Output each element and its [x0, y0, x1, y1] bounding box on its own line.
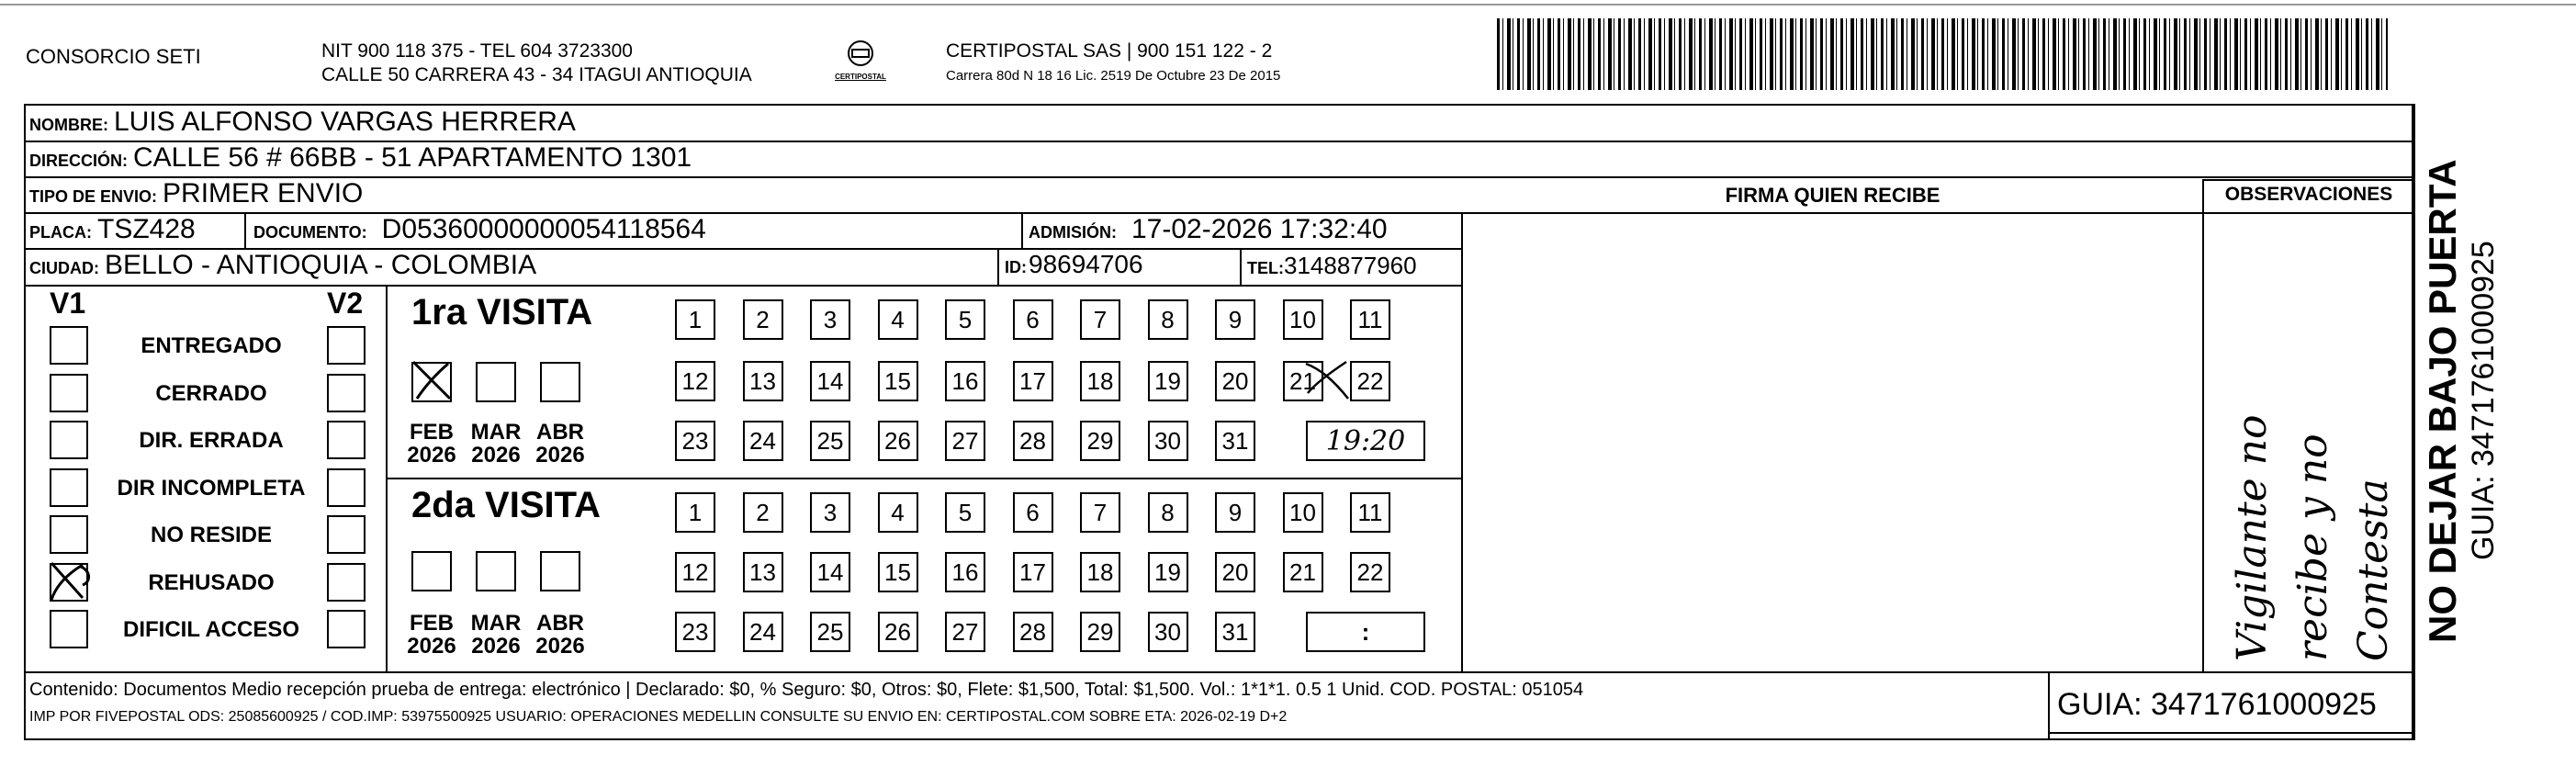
month-name: ABR: [536, 611, 584, 636]
rule: [2048, 732, 2413, 734]
id-cell: [1005, 250, 1143, 279]
visit2-day-box[interactable]: 10: [1283, 492, 1323, 533]
visit2-day-box[interactable]: 15: [878, 552, 918, 592]
v1-checkbox[interactable]: [50, 374, 88, 412]
tel-value: 3148877960: [1284, 252, 1417, 279]
v1-label: V1: [50, 287, 86, 320]
admision-cell: [1029, 214, 1388, 245]
footer-line1: Contenido: Documentos Medio recepción prueba de entrega: electrónico | Declarado: $0, % Seguro: $0, Otros: $0, Flete: $1,500, Total: $1,500. Vol.: 1*1*1. 0.5 1 Unid. COD. POSTAL: 051054: [29, 680, 1584, 700]
status-label: NO RESIDE: [150, 523, 273, 547]
status-label: ENTREGADO: [141, 333, 282, 358]
month-year: 2026: [471, 443, 521, 468]
v2-label: V2: [327, 287, 364, 320]
side-rotated: [2421, 129, 2502, 643]
visit1-month-checkbox[interactable]: [476, 362, 516, 402]
v2-checkbox[interactable]: [327, 563, 366, 602]
visit2-day-box[interactable]: 19: [1148, 552, 1188, 592]
visit2-day-box[interactable]: 31: [1215, 612, 1255, 652]
visit2-day-box[interactable]: 2: [743, 492, 783, 533]
rule: [24, 176, 2413, 178]
ciudad-cell: [29, 250, 536, 281]
visit2-month-checkbox[interactable]: [540, 551, 580, 591]
visit2-title: 2da VISITA: [411, 485, 601, 525]
visit1-day-box[interactable]: 31: [1215, 421, 1255, 461]
status-label: DIFICIL ACCESO: [122, 617, 299, 642]
month-name: FEB: [410, 611, 454, 636]
obs-line: Vigilante no: [2229, 414, 2276, 661]
check-mark-icon: [408, 356, 459, 409]
visit2-time-box[interactable]: :: [1306, 612, 1425, 652]
visit1-day-box[interactable]: 16: [945, 361, 985, 401]
visit1-day-box[interactable]: 13: [743, 361, 783, 401]
visit2-month-checkbox[interactable]: [476, 551, 516, 591]
visit1-day-box[interactable]: 12: [675, 361, 715, 401]
visit1-day-box[interactable]: 11: [1350, 299, 1390, 340]
direccion-value: CALLE 56 # 66BB - 51 APARTAMENTO 1301: [133, 142, 692, 173]
v2-checkbox[interactable]: [327, 468, 366, 507]
signature-area[interactable]: [1463, 214, 2202, 671]
v2-checkbox[interactable]: [327, 374, 366, 412]
visit1-day-box[interactable]: 20: [1215, 361, 1255, 401]
placa-label: PLACA:: [29, 223, 92, 242]
visit2-day-box[interactable]: 24: [743, 612, 783, 652]
visit1-day-box[interactable]: 8: [1148, 299, 1188, 340]
obs-line: recibe y no: [2289, 434, 2336, 661]
tipo-row: [29, 178, 363, 209]
v1-checkbox[interactable]: [50, 421, 88, 459]
placa-cell: [29, 214, 196, 245]
rule: [24, 285, 1461, 287]
tel-label: TEL:: [1247, 259, 1284, 277]
rule: [24, 671, 2413, 673]
observaciones-header: OBSERVACIONES: [2224, 184, 2393, 205]
tipo-label: TIPO DE ENVIO:: [29, 187, 158, 206]
logo-icon: [842, 39, 879, 68]
month-name: MAR: [470, 611, 522, 636]
visit2-day-box[interactable]: 20: [1215, 552, 1255, 592]
v1-checkbox[interactable]: [50, 326, 88, 365]
visit1-day-box[interactable]: 6: [1013, 299, 1053, 340]
visit1-day-box[interactable]: 10: [1283, 299, 1323, 340]
company-name: CONSORCIO SETI: [26, 45, 201, 68]
admision-label: ADMISIÓN:: [1029, 223, 1117, 242]
visit1-day-box[interactable]: 5: [945, 299, 985, 340]
nit-line: NIT 900 118 375 - TEL 604 3723300: [321, 40, 633, 62]
rule: [2413, 104, 2415, 740]
visit2-day-box[interactable]: 22: [1350, 552, 1390, 592]
visit2-day-box[interactable]: 18: [1080, 552, 1120, 592]
v1-checkbox[interactable]: [50, 515, 88, 554]
no-dejar-bajo-puerta: NO DEJAR BAJO PUERTA: [2421, 159, 2464, 643]
visit2-month-checkbox[interactable]: [411, 551, 452, 591]
visit2-day-box[interactable]: 30: [1148, 612, 1188, 652]
v2-checkbox[interactable]: [327, 610, 366, 648]
footer-line2: IMP POR FIVEPOSTAL ODS: 25085600925 / COD.IMP: 53975500925 USUARIO: OPERACIONES MEDELLIN CONSULTE SU ENVIO EN: CERTIPOSTAL.COM SOBRE ETA: 2026-02-19 D+2: [29, 709, 1288, 725]
visit2-month-label: [464, 612, 528, 658]
visit2-day-box[interactable]: 3: [810, 492, 850, 533]
top-rule: [0, 4, 2576, 6]
status-label: CERRADO: [155, 380, 267, 406]
visit2-day-box[interactable]: 26: [878, 612, 918, 652]
v2-checkbox[interactable]: [327, 421, 366, 459]
status-label: REHUSADO: [148, 569, 275, 595]
visit1-day-box[interactable]: 23: [675, 421, 715, 461]
documento-value: D05360000000054118564: [381, 214, 706, 244]
visit2-day-box[interactable]: 13: [743, 552, 783, 592]
visit2-day-box[interactable]: 28: [1013, 612, 1053, 652]
v1-checkbox[interactable]: [50, 610, 88, 648]
month-year: 2026: [471, 634, 521, 659]
month-name: ABR: [536, 420, 584, 445]
status-label: DIR INCOMPLETA: [117, 475, 306, 501]
rule: [2204, 179, 2413, 181]
visit1-day-box[interactable]: 28: [1013, 421, 1053, 461]
day-mark-icon: [1302, 356, 1354, 411]
documento-cell: [253, 214, 706, 245]
ciudad-label: CIUDAD:: [29, 259, 99, 277]
carrier-line: CERTIPOSTAL SAS | 900 151 122 - 2: [946, 40, 1273, 62]
visit1-day-box[interactable]: 4: [878, 299, 918, 340]
status-label: DIR. ERRADA: [139, 428, 284, 453]
visit2-day-box[interactable]: 1: [675, 492, 715, 533]
tipo-value: PRIMER ENVIO: [163, 178, 364, 208]
visit2-day-box[interactable]: 29: [1080, 612, 1120, 652]
visit1-day-box[interactable]: 29: [1080, 421, 1120, 461]
visit2-month-label: [528, 612, 592, 658]
visit2-day-box[interactable]: 5: [945, 492, 985, 533]
visit2-day-box[interactable]: 16: [945, 552, 985, 592]
month-year: 2026: [407, 634, 456, 659]
rule: [1240, 248, 1242, 285]
admision-value: 17-02-2026 17:32:40: [1131, 214, 1388, 244]
visit2-day-box[interactable]: 17: [1013, 552, 1053, 592]
visit1-month-checkbox[interactable]: [540, 362, 580, 402]
visit2-month-label: [399, 612, 464, 658]
visit2-day-box[interactable]: 9: [1215, 492, 1255, 533]
visit1-day-box[interactable]: 22: [1350, 361, 1390, 401]
rule: [2202, 179, 2204, 671]
visit1-day-box[interactable]: 18: [1080, 361, 1120, 401]
visit2-day-box[interactable]: 27: [945, 612, 985, 652]
footer-guia: GUIA: 3471761000925: [2057, 687, 2377, 722]
logo-text: CERTIPOSTAL: [835, 73, 886, 81]
v1-checkbox[interactable]: [50, 468, 88, 507]
visit2-day-box[interactable]: 14: [810, 552, 850, 592]
visit1-day-box[interactable]: 30: [1148, 421, 1188, 461]
month-year: 2026: [407, 443, 456, 468]
visit1-day-box[interactable]: 17: [1013, 361, 1053, 401]
visit2-day-box[interactable]: 8: [1148, 492, 1188, 533]
documento-label: DOCUMENTO:: [253, 223, 367, 242]
visit1-day-box[interactable]: 21: [1283, 361, 1323, 401]
ciudad-value: BELLO - ANTIOQUIA - COLOMBIA: [105, 250, 537, 280]
month-name: MAR: [470, 420, 522, 445]
month-year: 2026: [535, 443, 585, 468]
side-guia: GUIA: 3471761000925: [2466, 241, 2501, 560]
id-value: 98694706: [1029, 250, 1143, 278]
nombre-value: LUIS ALFONSO VARGAS HERRERA: [114, 107, 576, 137]
month-year: 2026: [535, 634, 585, 659]
visit2-day-box[interactable]: 7: [1080, 492, 1120, 533]
visit1-month-label: [399, 421, 464, 467]
visit2-day-box[interactable]: 12: [675, 552, 715, 592]
visit1-day-box[interactable]: 9: [1215, 299, 1255, 340]
visit1-day-box[interactable]: 24: [743, 421, 783, 461]
tel-cell: [1247, 252, 1417, 280]
visit1-day-box[interactable]: 15: [878, 361, 918, 401]
v2-checkbox[interactable]: [327, 515, 366, 554]
visit1-day-box[interactable]: 19: [1148, 361, 1188, 401]
direccion-row: [29, 142, 692, 174]
visit1-day-box[interactable]: 1: [675, 299, 715, 340]
id-label: ID:: [1005, 258, 1027, 276]
firma-header: FIRMA QUIEN RECIBE: [1725, 184, 1940, 207]
visit2-day-box[interactable]: 25: [810, 612, 850, 652]
visit1-month-label: [464, 421, 528, 467]
address-line: CALLE 50 CARRERA 43 - 34 ITAGUI ANTIOQUIA: [321, 64, 752, 85]
obs-line: Contesta: [2350, 479, 2397, 661]
check-mark-icon: [46, 557, 97, 608]
visit1-day-box[interactable]: 14: [810, 361, 850, 401]
visit1-day-box[interactable]: 3: [810, 299, 850, 340]
visit2-day-box[interactable]: 6: [1013, 492, 1053, 533]
rule: [2048, 671, 2050, 740]
barcode: [1497, 18, 2388, 90]
rule: [388, 478, 1461, 479]
nombre-label: NOMBRE:: [29, 116, 108, 134]
visit2-day-box[interactable]: 4: [878, 492, 918, 533]
visit1-time-box[interactable]: 19:20: [1306, 421, 1425, 461]
visit1-day-box[interactable]: 25: [810, 421, 850, 461]
v2-checkbox[interactable]: [327, 326, 366, 365]
visit1-day-box[interactable]: 27: [945, 421, 985, 461]
visit2-day-box[interactable]: 23: [675, 612, 715, 652]
rule: [244, 212, 246, 249]
placa-value: TSZ428: [97, 214, 196, 244]
visit1-title: 1ra VISITA: [411, 292, 593, 332]
direccion-label: DIRECCIÓN:: [29, 152, 128, 170]
visit2-day-box[interactable]: 21: [1283, 552, 1323, 592]
visit1-day-box[interactable]: 26: [878, 421, 918, 461]
certipostal-logo: [828, 39, 893, 94]
rule: [1021, 212, 1023, 249]
visit1-day-box[interactable]: 2: [743, 299, 783, 340]
observaciones-notes: [2222, 276, 2406, 661]
visit2-day-box[interactable]: 11: [1350, 492, 1390, 533]
month-name: FEB: [410, 420, 454, 445]
visit1-month-label: [528, 421, 592, 467]
carrier-sub: Carrera 80d N 18 16 Lic. 2519 De Octubre 23 De 2015: [946, 68, 1281, 84]
rule: [997, 248, 999, 285]
nombre-row: [29, 107, 576, 138]
visit1-day-box[interactable]: 7: [1080, 299, 1120, 340]
